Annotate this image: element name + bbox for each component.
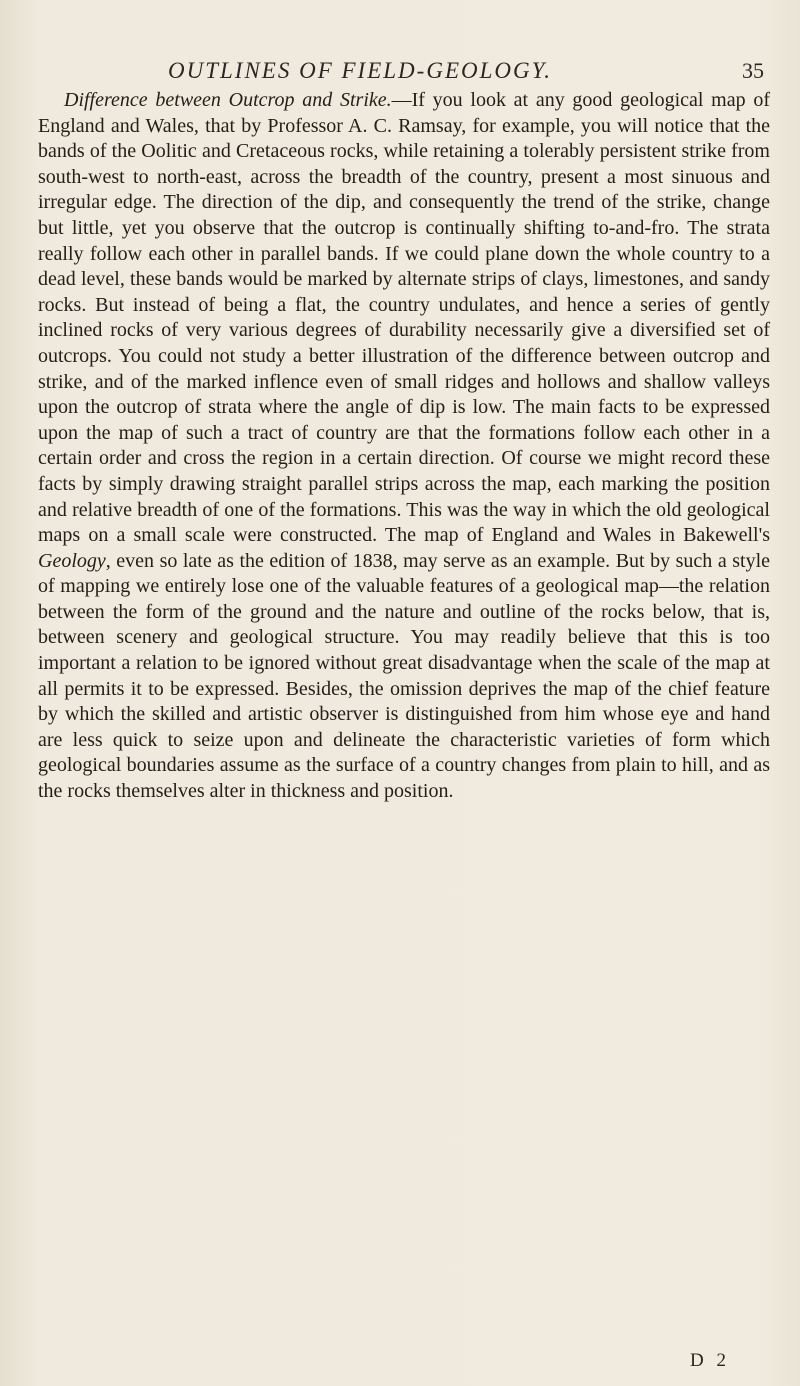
book-title: Geology: [38, 549, 106, 572]
body-paragraph: [38, 88, 770, 805]
paragraph-text-part-1: If you look at any good geological map of England and Wales, that by Professor A. C. Ramsay, for example, you will notice that the bands of the Oolitic and Cretaceous rocks, while retaining a tolerably persistent strike from south-west to north-east, across the breadth of the country, present a most sinuous and irregular edge. The direction of the dip, and consequently the trend of the strike, change but little, yet you observe that the outcrop is continually shifting to-and-fro. The strata really follow each other in parallel bands. If we could plane down the whole country to a dead level, these bands would be marked by alternate strips of clays, limestones, and sandy rocks. But instead of being a flat, the country undulates, and hence a series of gently inclined rocks of very various degrees of durability necessarily give a diversified set of outcrops. You could not study a better illustration of the difference between outcrop and strike, and of the marked inflence even of small ridges and hollows and shallow valleys upon the outcrop of strata where the angle of dip is low. The main facts to be expressed upon the map of such a tract of country are that the formations follow each other in a certain order and cross the region in a certain direction. Of course we might record these facts by simply drawing straight parallel strips across the map, each marking the position and relative breadth of one of the formations. This was the way in which the old geological maps on a small scale were constructed. The map of England and Wales in Bakewell's: [38, 89, 770, 547]
signature-mark: D 2: [690, 1350, 730, 1371]
page-number: 35: [742, 58, 764, 83]
paragraph-text-part-2: , even so late as the edition of 1838, may serve as an example. But by such a style of mapping we entirely lose one of the valuable features of a geological map—the relation between the form of the ground and the nature and outline of the rocks below, that is, between scenery and geological structure. You may readily believe that this is too important a relation to be ignored without great disadvantage when the scale of the map at all permits it to be expressed. Besides, the omission deprives the map of the chief feature by which the skilled and artistic observer is distinguished from him whose eye and hand are less quick to seize upon and delineate the characteristic varieties of form which geological boundaries assume as the surface of a country changes from plain to hill, and as the rocks themselves alter in thickness and position.: [38, 549, 770, 803]
running-title: OUTLINES OF FIELD-GEOLOGY.: [168, 58, 553, 83]
section-heading: Difference between Outcrop and Strike.: [64, 89, 392, 111]
heading-separator: —: [391, 89, 412, 111]
